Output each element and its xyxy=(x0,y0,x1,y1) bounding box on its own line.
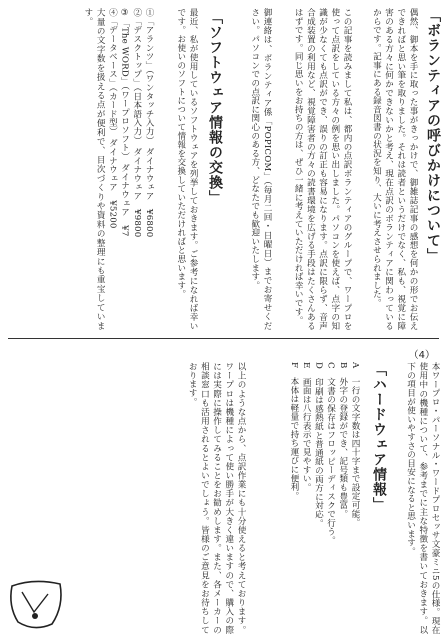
hand-drawn-logo xyxy=(4,572,68,634)
volunteer-contact-paragraph xyxy=(231,8,273,330)
section-heading-software: 「ソフトウェア情報の交換」 xyxy=(207,10,223,205)
section-heading-hardware: 「ハードウェア情報」 xyxy=(371,362,387,512)
volunteer-intro-paragraph xyxy=(357,8,419,330)
software-list-item: ③「The WORD」（ワープロソフト） ダイナウェア ¥7 xyxy=(119,8,130,237)
software-list-item: ②「デスクトップ」（日本語入力） ダイナウェア ¥9800 xyxy=(131,8,142,238)
section-divider xyxy=(8,338,439,339)
software-list xyxy=(27,8,155,330)
hardware-spec-item: E 画面は八行表示で見やすい。 xyxy=(301,362,312,492)
hardware-intro-text: 本ワープロ・パーソナル・ワードプロセッサ文豪ミニ5の仕様。現在使用中の機種について、参考までに主な特徴を書いておきます。以下の項目が使いやすさの目安になると思います。 xyxy=(405,362,440,634)
section-heading-volunteer: 「ボランティアの呼びかけについて」 xyxy=(425,8,441,263)
hardware-body-text: 以上のような点から、点訳作業にも十分使えると考えております。ワープロは機種によって使い勝手が大きく違いますので、購入の際には実際に操作してみることをお勧めします。また、各メーカーの相談窓口も活用されるとよいでしょう。皆様のご意見をお待ちしております。 xyxy=(187,362,246,634)
software-intro-text: 最近、私が使用しているソフトウェアを列挙しておきます。ご参考になれば幸いです。お使いのソフトについて情報を交換していただければと思います。 xyxy=(175,8,198,330)
page-number: （4） xyxy=(408,350,435,361)
software-intro-paragraph xyxy=(159,8,199,330)
hardware-spec-item: C 文書の保存はフロッピーディスクで行う。 xyxy=(325,362,336,545)
volunteer-body-text: この記事を読みまして私は、都内の点訳ボランティアのグループで、ワープロを使って点訳をしている方々の例を思い出しました。パソコンを使えば、点字の知識が少なくても点訳ができ、誤りの訂正も容易になります。点訳に限らず、音声合成装置の利用など、視覚障害者の方々の読書環境を広げる手段はたくさんあるはずです。同じ思いをお持ちの方は、ぜひ一緒に考えていただければ幸いです。 xyxy=(293,8,352,330)
hardware-spec-item: B 外字の登録ができ、記号類も豊富。 xyxy=(337,362,348,519)
hardware-spec-item: F 本体は軽量で持ち運びに便利。 xyxy=(288,362,299,501)
volunteer-contact-text: 御連絡は、ボランティア係「POPICOM」（毎月二回・日曜日）までお寄せください。パソコンでの点訳に関心のある方、どなたでも歓迎いたします。 xyxy=(249,8,272,330)
volunteer-intro-text: 偶然、御本を手に取った事がきっかけで、御雑誌記事の感想を何かの形でお伝えできればと思い筆を取りました。それは読者というだけでなく、私も、視覚に障害のある方々に何かできないかと考え、現在点訳のボランティアに関わっているからです。記事にある録音図書の状況を知り、大いに考えさせられました。 xyxy=(371,8,418,330)
software-list-item: ④「データベース」（カード型） ダイナウェア ¥5200 xyxy=(107,8,118,229)
hardware-spec-item: A 一行の文字数は四十字まで設定可能。 xyxy=(350,362,360,527)
volunteer-body-paragraph xyxy=(277,8,353,330)
software-note: 大量の文字数を扱える点が便利で、目次づくりや資料の整理にも重宝しています。 xyxy=(82,8,106,330)
hardware-spec-item: D 印刷は感熱紙と普通紙の両方に対応。 xyxy=(313,362,324,528)
hardware-spec-list xyxy=(251,362,361,634)
hardware-body-paragraph xyxy=(75,362,247,634)
software-list-item: ①「アランツ」（ワンタッチ入力） ダイナウェア ¥6800 xyxy=(144,8,154,238)
hardware-intro-paragraph xyxy=(389,362,441,634)
